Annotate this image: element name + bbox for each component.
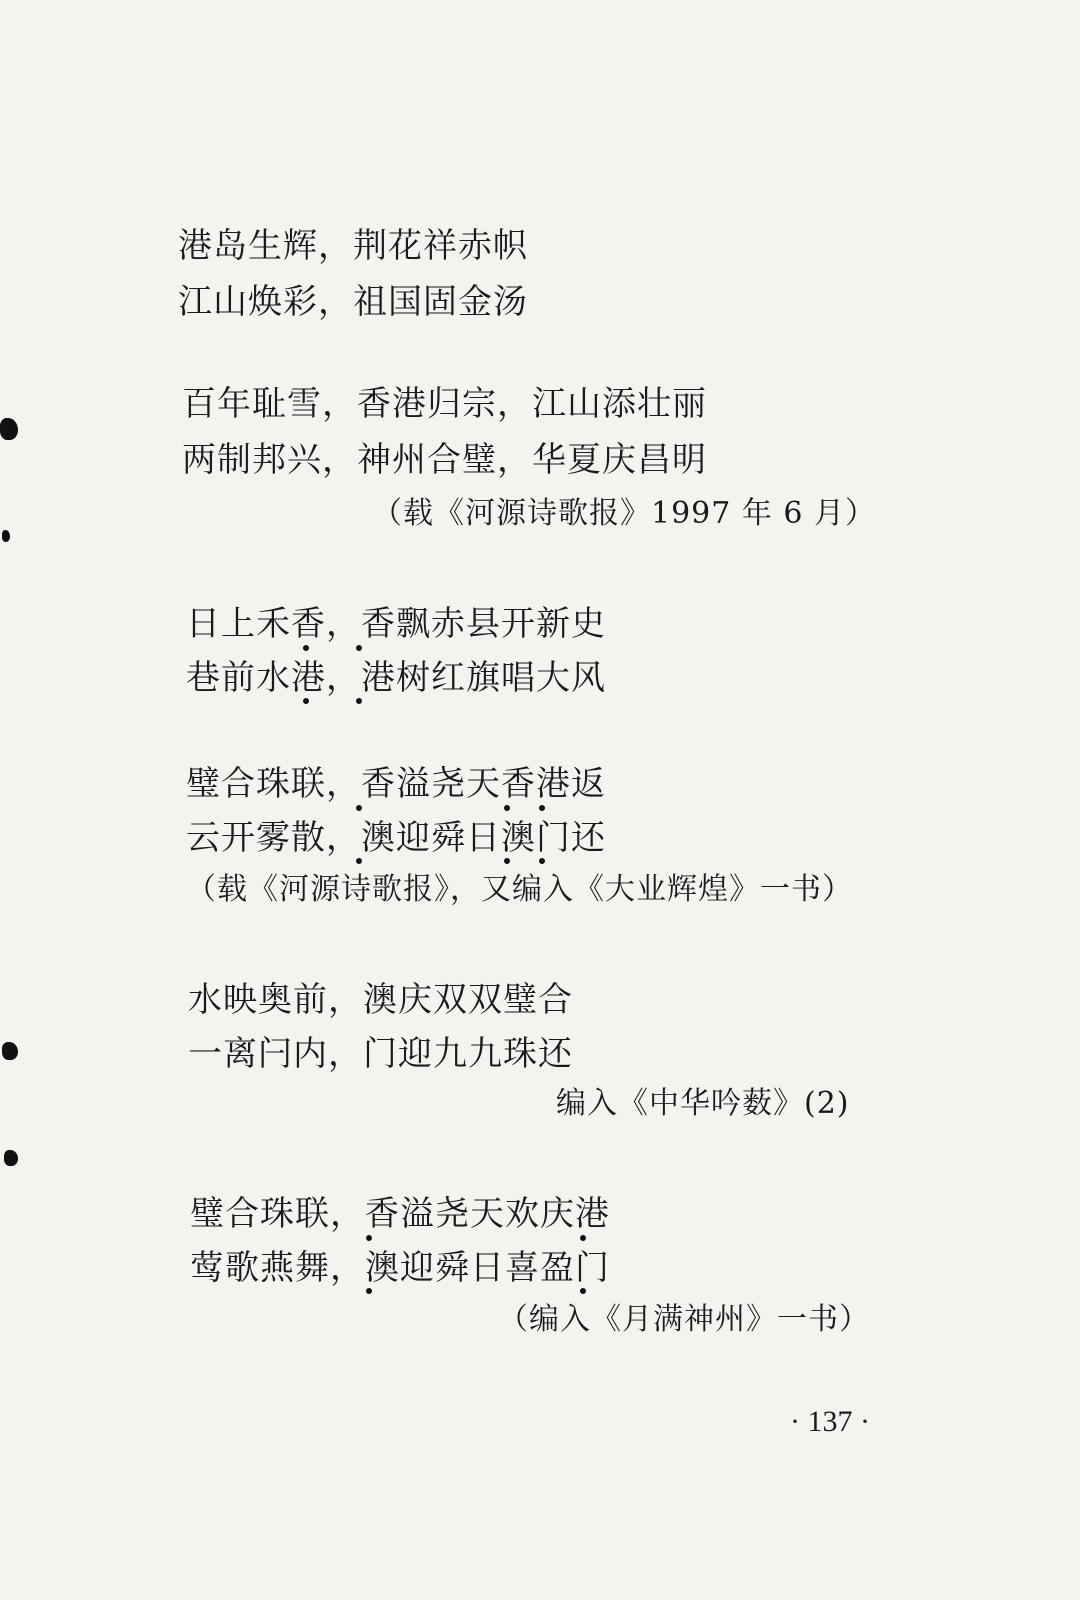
ink-blot: [2, 530, 10, 542]
poem-line: 莺歌燕舞，澳迎舜日喜盈门: [190, 1248, 610, 1288]
poem-line: 水映奥前，澳庆双双璧合: [188, 980, 573, 1020]
poem-line: 一离闩内，门迎九九珠还: [188, 1034, 573, 1074]
poem-line: 璧合珠联，香溢尧天欢庆港: [190, 1194, 610, 1234]
emphasis-dot: [580, 1288, 586, 1294]
source-note: （载《河源诗歌报》，又编入《大业辉煌》一书）: [186, 872, 853, 907]
emphasis-dot: [356, 858, 362, 864]
emphasis-dot: [356, 805, 362, 811]
ink-blot: [2, 1042, 18, 1060]
poem-line: 江山焕彩，祖国固金汤: [178, 282, 528, 322]
poem-line: 百年耻雪，香港归宗，江山添壮丽: [182, 384, 707, 424]
emphasis-dot: [303, 645, 309, 651]
source-note: （编入《月满神州》一书）: [498, 1302, 870, 1337]
emphasis-dot: [366, 1288, 372, 1294]
source-note: 编入《中华吟薮》(2): [556, 1086, 850, 1121]
emphasis-dot: [366, 1235, 372, 1241]
page-number: · 137 ·: [790, 1405, 870, 1438]
emphasis-dot: [580, 1235, 586, 1241]
poem-line: 云开雾散，澳迎舜日澳门还: [186, 818, 606, 858]
emphasis-dot: [504, 858, 510, 864]
poem-line: 璧合珠联，香溢尧天香港返: [186, 764, 606, 804]
poem-line: 巷前水港，港树红旗唱大风: [186, 658, 606, 698]
emphasis-dot: [539, 858, 545, 864]
emphasis-dot: [356, 698, 362, 704]
ink-blot: [4, 1150, 18, 1166]
poem-line: 两制邦兴，神州合璧，华夏庆昌明: [182, 440, 707, 480]
emphasis-dot: [303, 698, 309, 704]
emphasis-dot: [356, 645, 362, 651]
poem-line: 日上禾香，香飘赤县开新史: [186, 604, 606, 644]
emphasis-dot: [504, 805, 510, 811]
emphasis-dot: [539, 805, 545, 811]
ink-blot: [0, 418, 18, 440]
source-note: （载《河源诗歌报》1997 年 6 月）: [372, 496, 877, 531]
poem-line: 港岛生辉，荆花祥赤帜: [178, 226, 528, 266]
